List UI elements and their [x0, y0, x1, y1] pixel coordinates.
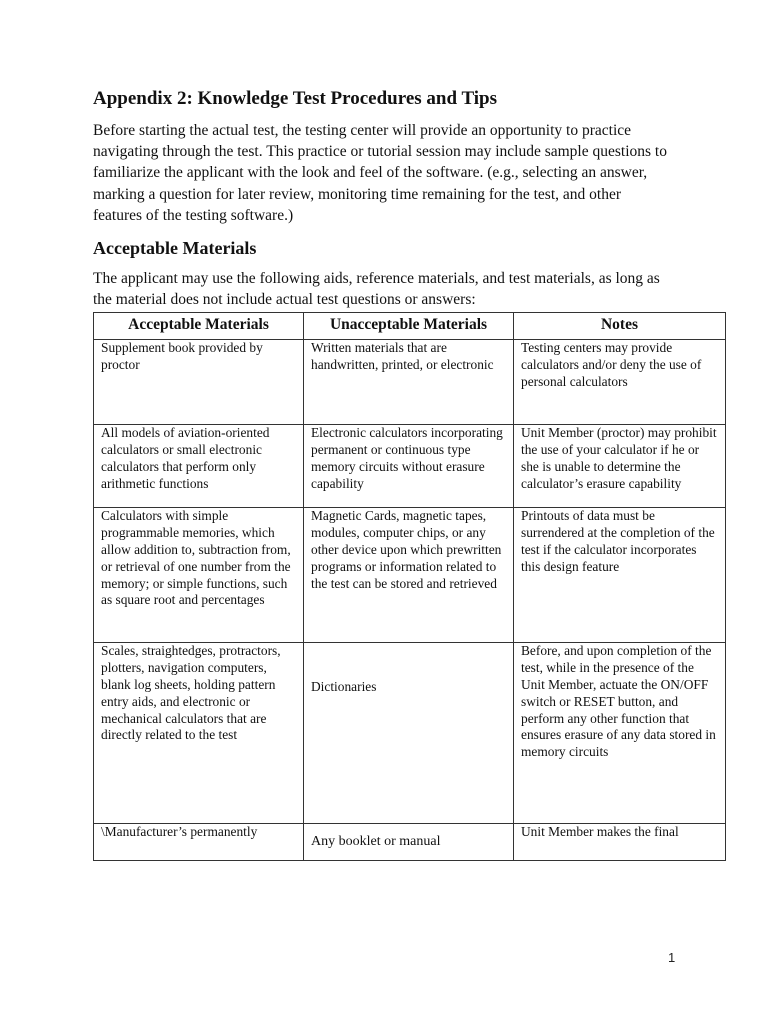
- table-cell-unacceptable: Magnetic Cards, magnetic tapes, modules, computer chips, or any other device upon which prewritten programs or information related to the test can be stored and retrieved: [304, 508, 514, 643]
- table-cell-notes: Printouts of data must be surrendered at the completion of the test if the calculator incorporates this design feature: [514, 508, 726, 643]
- materials-table: [93, 312, 726, 861]
- materials-intro-paragraph: The applicant may use the following aids, reference materials, and test materials, as long as the material does not include actual test questions or answers:: [93, 270, 660, 309]
- table-cell-unacceptable: Written materials that are handwritten, printed, or electronic: [304, 340, 514, 425]
- acceptable-materials-heading: Acceptable Materials: [93, 238, 257, 259]
- table-cell-unacceptable: Dictionaries: [304, 643, 514, 824]
- table-row: [94, 425, 726, 508]
- table-cell-acceptable: Supplement book provided by proctor: [94, 340, 304, 425]
- table-row: [94, 508, 726, 643]
- table-cell-unacceptable: Any booklet or manual: [304, 824, 514, 861]
- header-acceptable: Acceptable Materials: [94, 313, 304, 340]
- table-cell-unacceptable: Electronic calculators incorporating permanent or continuous type memory circuits without erasure capability: [304, 425, 514, 508]
- table-cell-notes: Unit Member makes the final: [514, 824, 726, 861]
- document-page: [93, 86, 725, 861]
- intro-paragraph: Before starting the actual test, the testing center will provide an opportunity to practice navigating through the test. This practice or tutorial session may include sample questions to familiarize the applicant with the look and feel of the software. (e.g., selecting an answer, marking a question for later review, monitoring time remaining for the test, and other features of the testing software.): [93, 122, 667, 224]
- table-row: [94, 824, 726, 861]
- appendix-heading: Appendix 2: Knowledge Test Procedures and Tips: [93, 88, 498, 109]
- table-header-row: [94, 313, 726, 340]
- table-row: [94, 643, 726, 824]
- table-cell-acceptable: Calculators with simple programmable memories, which allow addition to, subtraction from, or retrieval of one number from the memory; or simple functions, such as square root and percentages: [94, 508, 304, 643]
- table-row: [94, 340, 726, 425]
- table-cell-acceptable: Scales, straightedges, protractors, plotters, navigation computers, blank log sheets, holding pattern entry aids, and electronic or mechanical calculators that are directly related to the test: [94, 643, 304, 824]
- table-cell-notes: Testing centers may provide calculators and/or deny the use of personal calculators: [514, 340, 726, 425]
- table-cell-acceptable: All models of aviation-oriented calculators or small electronic calculators that perform only arithmetic functions: [94, 425, 304, 508]
- table-cell-notes: Before, and upon completion of the test, while in the presence of the Unit Member, actuate the ON/OFF switch or RESET button, and perform any other function that ensures erasure of any data stored in memory circuits: [514, 643, 726, 824]
- header-unacceptable: Unacceptable Materials: [304, 313, 514, 340]
- header-notes: Notes: [514, 313, 726, 340]
- table-cell-acceptable: \Manufacturer’s permanently: [94, 824, 304, 861]
- table-cell-notes: Unit Member (proctor) may prohibit the use of your calculator if he or she is unable to determine the calculator’s erasure capability: [514, 425, 726, 508]
- page-number: 1: [668, 950, 676, 965]
